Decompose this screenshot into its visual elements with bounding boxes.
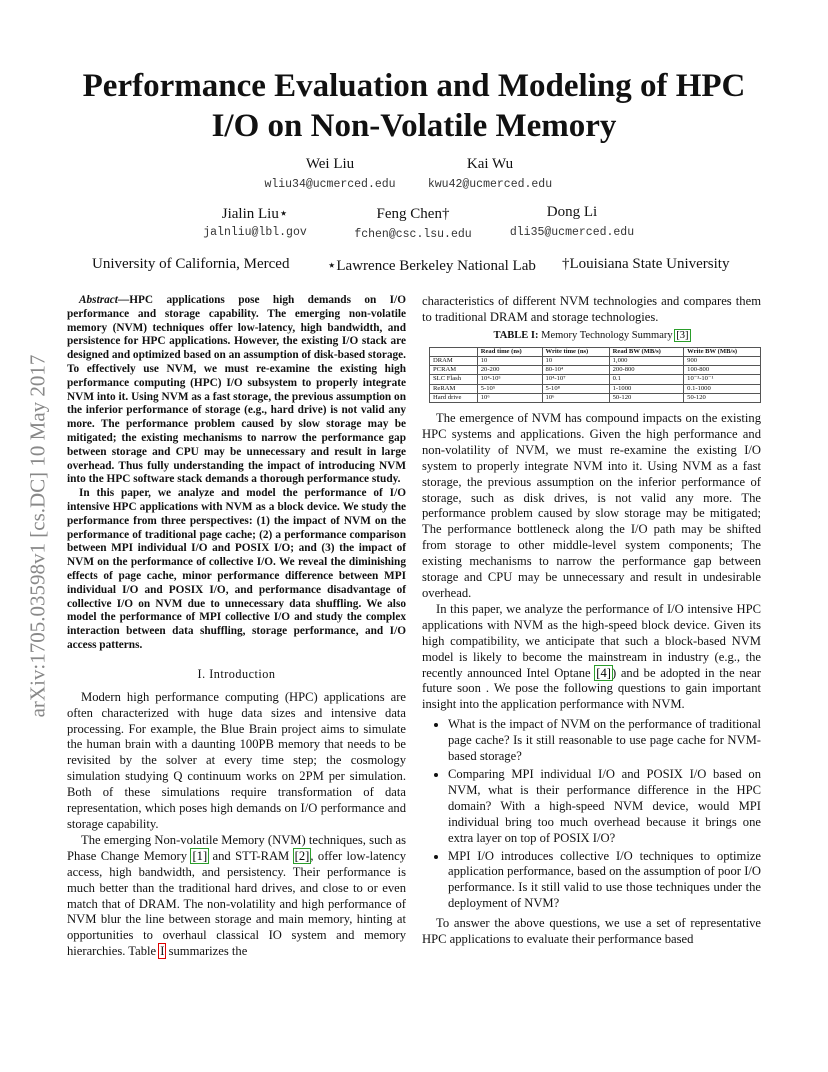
abstract-paragraph: In this paper, we analyze and model the performance of I/O intensive HPC applications with NVM as a block device. We study the performance from three perspectives: (1) the impact of NVM on the performance of traditional page cache; (2) a performance comparison between MPI individual I/O and POSIX I/O; and (3) the impact of NVM on the performance of collective I/O. We reveal the diminishing effects of page cache, minor performance difference between MPI individual I/O and POSIX I/O, and performance disadvantage of collective I/O on NVM due to unnecessary data shuffling. We also model the performance of MPI collective I/O and study the complex interaction between data shuffling, storage performance, and I/O access patterns.: [67, 487, 406, 651]
author-email[interactable]: dli35@ucmerced.edu: [509, 226, 635, 239]
introduction-body: [67, 690, 406, 960]
author-email[interactable]: kwu42@ucmerced.edu: [427, 178, 553, 191]
author-email[interactable]: wliu34@ucmerced.edu: [264, 178, 396, 191]
author-name: Feng Chen†: [376, 206, 450, 222]
table-row: PCRAM 20-200 80-10⁴ 200-800 100-800: [430, 366, 761, 375]
table-row: SLC Flash 10⁴-10⁵ 10⁴-10⁷ 0.1 10⁻³-10⁻¹: [430, 375, 761, 384]
section-heading: I. Introduction: [197, 666, 276, 681]
affiliation: ⋆Lawrence Berkeley National Lab: [327, 258, 536, 274]
right-column: [422, 294, 761, 948]
table-row: DRAM 10 10 1,000 900: [430, 357, 761, 366]
author-name: Dong Li: [546, 204, 598, 220]
citation-link[interactable]: [3]: [676, 329, 689, 341]
affiliation: University of California, Merced: [92, 256, 290, 272]
body-paragraph: The emergence of NVM has compound impacts on the existing HPC systems and applications. Given the high performance and non-volatility of NVM, we must re-examine the existing I/O system to properly integrate NVM into it. Using NVM as a fast storage, the previous assumption on the inferior performance of storage, such as disk drives, is not valid any more. The performance problem caused by slow storage may be mitigated; The performance bottleneck along the I/O path may be shifted from storage to other middle-level system components; The existing mechanisms to narrow the performance gap between storage and CPU may be unnecessary and result in undesirable overhead.: [422, 411, 761, 600]
title-line-1: Performance Evaluation and Modeling of HPC: [82, 68, 746, 104]
author-email[interactable]: fchen@csc.lsu.edu: [354, 228, 472, 241]
arxiv-identifier: arXiv:1705.03598v1 [cs.DC] 10 May 2017: [25, 354, 50, 718]
table-header-row: Read time (ns) Write time (ns) Read BW (MB/s) Write BW (MB/s): [430, 347, 761, 356]
intro-paragraph: Modern high performance computing (HPC) applications are often characterized with huge data sizes and intensive data processing. For example, the Blue Brain project aims to simulate the human brain with a daunting 100PB memory that needs to be revisited by the solver at every time step; the cosmology simulation studying Q continuum works on 2PM per simulation. Both of these simulations require transformation of data representation, which poses high demands on I/O performance and storage capability.: [67, 689, 406, 831]
citation-link[interactable]: [1]: [192, 848, 208, 863]
list-item: • MPI I/O introduces collective I/O techniques to optimize application performance, based on the assumption of poor I/O performance. Is it still valid to use those techniques under the deployment of NVM?: [448, 849, 761, 913]
author-name: Jialin Liu⋆: [221, 206, 289, 222]
table-row: Hard drive 10⁶ 10⁶ 50-120 50-120: [430, 393, 761, 402]
research-questions-list: [422, 717, 761, 912]
left-column: [67, 294, 406, 960]
title-line-2: I/O on Non-Volatile Memory: [211, 108, 617, 144]
intro-paragraph: The emerging Non-volatile Memory (NVM) techniques, such as Phase Change Memory [1] and STT-RAM [2], offer low-latency access, high bandwidth, and persistency. Their performance is much better than the traditional hard drives, and close to or even match that of DRAM. The non-volatility and high performance of NVM blur the line between storage and main memory, hinting at opportunities to overhaul classical IO system and memory hierarchies. Table I summarizes the: [67, 832, 407, 959]
abstract-label: Abstract: [79, 294, 118, 306]
author-name: Kai Wu: [466, 156, 514, 172]
table-reference-link[interactable]: I: [160, 944, 165, 959]
author-email[interactable]: jalnliu@lbl.gov: [203, 226, 307, 239]
list-item: • What is the impact of NVM on the performance of traditional page cache? Is it still reasonable to use page cache for NVM-based storage?: [448, 717, 761, 765]
right-intro-paragraph: characteristics of different NVM technologies and compares them to traditional DRAM and storage technologies.: [422, 294, 761, 324]
memory-technology-table: [429, 347, 761, 403]
paper-title: [60, 66, 768, 146]
body-paragraph: In this paper, we analyze the performance of I/O intensive HPC applications with NVM as the high-speed block device. Given its high compatibility, we anticipate that such a block-based NVM model is likely to become the mainstream in industry (e.g., the recently announced Intel Optane [4]) and be adopted in the near future soon . We pose the following questions to gain important insight into the application performance with NVM.: [422, 601, 761, 712]
table-row: ReRAM 5-10⁵ 5-10⁸ 1-1000 0.1-1000: [430, 384, 761, 393]
table-caption: TABLE I: Memory Technology Summary [3]: [493, 329, 689, 341]
author-name: Wei Liu: [305, 156, 355, 172]
citation-link[interactable]: [4]: [596, 665, 611, 680]
affiliation: †Louisiana State University: [562, 256, 730, 272]
right-column-body: [422, 411, 761, 948]
abstract: Abstract—HPC applications pose high demands on I/O performance and storage capability. The emerging non-volatile memory (NVM) techniques offer low-latency, high bandwidth, and persistence for HPC applications. However, the existing I/O stack are designed and optimized based on an assumption of disk-based storage. To effectively use NVM, we must re-examine the existing high performance computing (HPC) I/O subsystem to properly integrate NVM into it. Using NVM as a fast storage, the previous assumption on the inferior performance of storage (e.g., hard drive) is not valid any more. The performance problem caused by slow storage may be mitigated; the existing mechanisms to narrow the performance gap between storage and CPU may be unnecessary and result in large overhead. Thus fully understanding the impact of introducing NVM into the HPC software stack demands a thorough performance study. In this paper, we analyze and model the performance of I/O intensive HPC applications with NVM as a block device. We study the performance from three perspectives: (1) the impact of NVM on the performance of traditional page cache; (2) a performance comparison between MPI individual I/O and POSIX I/O; and (3) the impact of NVM on the performance of collective I/O. We reveal the diminishing effects of page cache, minor performance difference between MPI individual I/O and POSIX I/O, and performance disadvantage of collective I/O on NVM due to unnecessary data shuffling. We also model the performance of MPI collective I/O and study the complex interaction between data shuffling, storage performance, and I/O access patterns.: [67, 294, 406, 651]
list-item: • Comparing MPI individual I/O and POSIX I/O based on NVM, what is their performance difference in the HPC domain? With a high-speed NVM device, would MPI individual bring too much overhead because it brings one extra layer on top of POSIX I/O?: [448, 767, 761, 847]
body-paragraph: To answer the above questions, we use a set of representative HPC applications to evaluate their performance based: [422, 916, 761, 947]
citation-link[interactable]: [2]: [294, 848, 310, 863]
